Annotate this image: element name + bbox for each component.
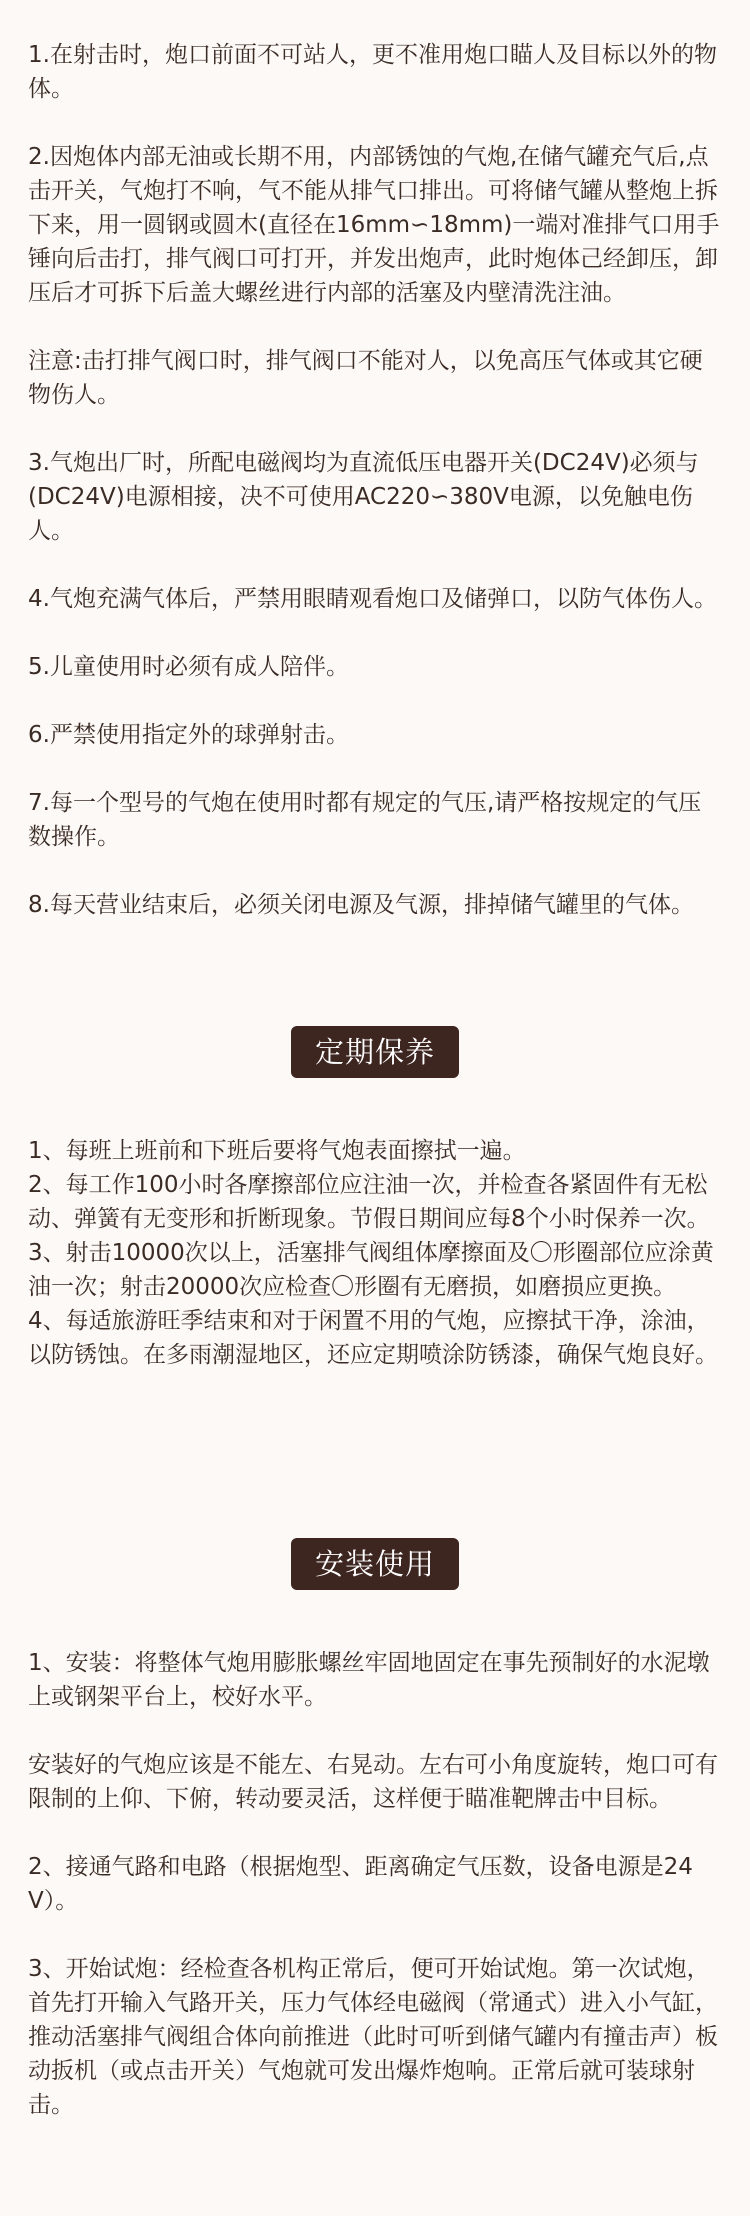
safety-item-4: 4.气炮充满气体后，严禁用眼睛观看炮口及储弹口，以防气体伤人。 [28,586,717,612]
maintenance-item-1: 1、每班上班前和下班后要将气炮表面擦拭一遍。 [28,1138,526,1164]
installation-item-2: 2、接通气路和电路（根据炮型、距离确定气压数，设备电源是24V）。 [28,1854,693,1914]
installation-item-3: 3、开始试炮：经检查各机构正常后，便可开始试炮。第一次试炮，首先打开输入气路开关，压力气体经电磁阀（常通式）进入小气缸，推动活塞排气阀组合体向前推进（此时可听到储气罐内有撞击声）板动扳机（或点击开关）气炮就可发出爆炸炮响。正常后就可装球射击。 [28,1956,718,2118]
maintenance-section [28,1134,722,1372]
maintenance-item-3: 3、射击10000次以上，活塞排气阀组体摩擦面及〇形圈部位应涂黄油一次；射击20000次应检查〇形圈有无磨损，如磨损应更换。 [28,1240,714,1300]
safety-item-2: 2.因炮体内部无油或长期不用，内部锈蚀的气炮,在储气罐充气后,点击开关，气炮打不响，气不能从排气口排出。可将储气罐从整炮上拆下来，用一圆钢或圆木(直径在16mm∽18mm)一端对准排气口用手锤向后击打，排气阀口可打开，并发出炮声，此时炮体己经卸压，卸压后才可拆下后盖大螺丝进行内部的活塞及内壁清洗注油。 [28,144,720,306]
installation-note: 安装好的气炮应该是不能左、右晃动。左右可小角度旋转，炮口可有限制的上仰、下俯，转动要灵活，这样便于瞄准靶牌击中目标。 [28,1752,718,1812]
safety-item-6: 6.严禁使用指定外的球弹射击。 [28,722,349,748]
maintenance-heading: 定期保养 [291,1026,459,1078]
safety-item-5: 5.儿童使用时必须有成人陪伴。 [28,654,349,680]
maintenance-item-2: 2、每工作100小时各摩擦部位应注油一次，并检查各紧固件有无松动、弹簧有无变形和折断现象。节假日期间应每8个小时保养一次。 [28,1172,710,1232]
safety-note: 注意:击打排气阀口时，排气阀口不能对人，以免高压气体或其它硬物伤人。 [28,348,703,408]
installation-heading: 安装使用 [291,1538,459,1590]
safety-section [28,38,722,922]
safety-item-7: 7.每一个型号的气炮在使用时都有规定的气压,请严格按规定的气压数操作。 [28,790,702,850]
maintenance-heading-wrap [0,1026,750,1078]
maintenance-item-4: 4、每适旅游旺季结束和对于闲置不用的气炮，应擦拭干净，涂油，以防锈蚀。在多雨潮湿地区，还应定期喷涂防锈漆，确保气炮良好。 [28,1308,718,1368]
safety-item-3: 3.气炮出厂时，所配电磁阀均为直流低压电器开关(DC24V)必须与(DC24V)电源相接，决不可使用AC220∽380V电源，以免触电伤人。 [28,450,699,544]
installation-item-1: 1、安装：将整体气炮用膨胀螺丝牢固地固定在事先预制好的水泥墩上或钢架平台上，校好水平。 [28,1650,710,1710]
safety-item-1: 1.在射击时，炮口前面不可站人，更不准用炮口瞄人及目标以外的物体。 [28,42,717,102]
installation-heading-wrap [0,1538,750,1590]
installation-section [28,1646,722,2122]
safety-item-8: 8.每天营业结束后，必须关闭电源及气源，排掉储气罐里的气体。 [28,892,694,918]
